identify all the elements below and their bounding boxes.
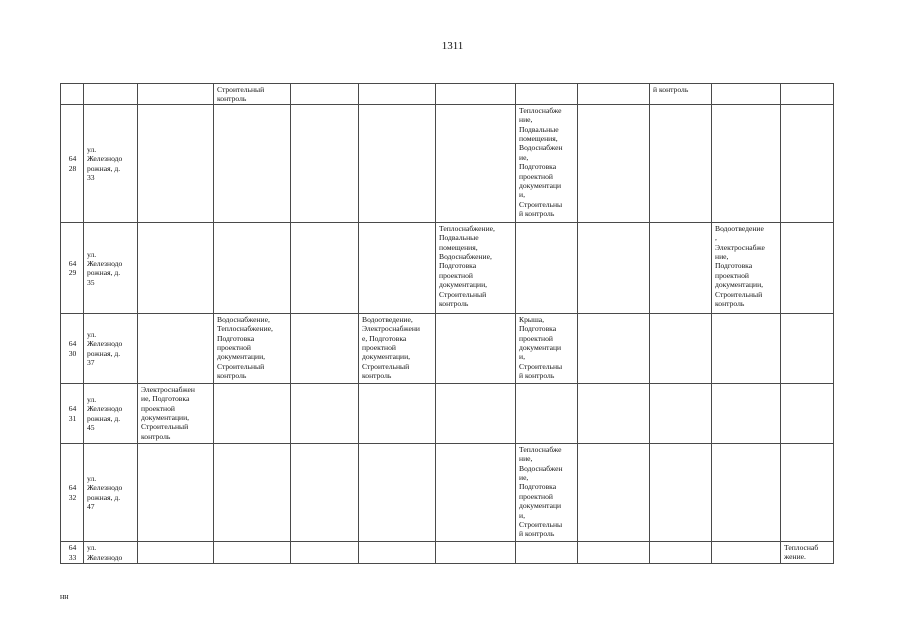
work-type-cell xyxy=(650,443,712,541)
work-type-cell xyxy=(436,84,516,105)
address-cell xyxy=(84,443,138,541)
row-number: 64 31 xyxy=(68,404,77,423)
work-type-text: Теплоснаб жение. xyxy=(784,542,819,562)
work-type-cell xyxy=(516,222,578,313)
work-type-cell xyxy=(650,104,712,222)
row-number: 64 33 xyxy=(68,543,77,562)
row-number-cell xyxy=(61,222,84,313)
work-type-cell xyxy=(712,443,781,541)
work-type-cell xyxy=(516,84,578,105)
work-type-cell xyxy=(214,383,291,443)
address-text: ул. Железнодо рожная, д. 47 xyxy=(87,474,123,512)
work-type-cell xyxy=(578,313,650,383)
work-type-cell xyxy=(650,84,712,105)
work-type-cell xyxy=(781,443,834,541)
work-type-cell xyxy=(214,443,291,541)
work-type-text: Строительный контроль xyxy=(217,85,265,104)
work-type-cell xyxy=(291,84,359,105)
work-type-cell xyxy=(214,222,291,313)
work-type-cell xyxy=(138,84,214,105)
work-type-cell xyxy=(712,383,781,443)
row-number: 64 29 xyxy=(68,258,77,278)
work-type-cell xyxy=(436,222,516,313)
address-text: ул. Железнодо xyxy=(87,543,123,562)
address-cell xyxy=(84,541,138,563)
work-type-cell xyxy=(436,383,516,443)
work-type-text: Теплоснабже ние, Подвальные помещения, Водоснабжен ие, Подготовка проектной документаци и, Строительны й контроль xyxy=(519,105,563,219)
work-type-cell xyxy=(138,443,214,541)
work-type-text: Водоотведение , Электроснабже ние, Подготовка проектной документации, Строительный контроль xyxy=(715,223,765,309)
work-type-cell xyxy=(781,541,834,563)
work-type-cell xyxy=(578,84,650,105)
work-type-cell xyxy=(359,84,436,105)
work-type-cell xyxy=(781,222,834,313)
table-row xyxy=(61,84,834,105)
work-type-cell xyxy=(712,84,781,105)
work-type-cell xyxy=(138,541,214,563)
work-type-cell xyxy=(578,222,650,313)
row-number: 64 32 xyxy=(68,483,77,502)
row-number-cell xyxy=(61,443,84,541)
address-cell xyxy=(84,222,138,313)
work-type-cell xyxy=(650,383,712,443)
work-type-cell xyxy=(214,541,291,563)
table-row xyxy=(61,104,834,222)
work-type-cell xyxy=(214,84,291,105)
work-type-cell xyxy=(291,443,359,541)
work-type-text: Теплоснабжение, Подвальные помещения, Водоснабжение, Подготовка проектной документации, Строительный контроль xyxy=(439,223,495,309)
work-type-cell xyxy=(359,383,436,443)
work-type-cell xyxy=(436,541,516,563)
row-number: 64 28 xyxy=(68,154,77,173)
table-row xyxy=(61,313,834,383)
work-type-cell xyxy=(781,84,834,105)
work-type-text: й контроль xyxy=(653,85,689,94)
work-type-text: Теплоснабже ние, Водоснабжен ие, Подготовка проектной документаци и, Строительны й контроль xyxy=(519,444,563,539)
work-type-cell xyxy=(781,104,834,222)
address-text: ул. Железнодо рожная, д. 33 xyxy=(87,145,123,183)
row-number-cell xyxy=(61,383,84,443)
work-type-cell xyxy=(214,104,291,222)
table-row xyxy=(61,222,834,313)
address-cell xyxy=(84,104,138,222)
work-type-cell xyxy=(516,313,578,383)
work-type-cell xyxy=(781,313,834,383)
address-cell xyxy=(84,313,138,383)
page-number: 1311 xyxy=(441,40,464,52)
work-type-cell xyxy=(712,222,781,313)
work-type-cell xyxy=(359,541,436,563)
work-type-cell xyxy=(436,104,516,222)
work-type-cell xyxy=(650,541,712,563)
work-type-cell xyxy=(436,443,516,541)
work-type-text: Водоснабжение, Теплоснабжение, Подготовка проектной документации, Строительный контроль xyxy=(217,314,273,381)
row-number-cell xyxy=(61,104,84,222)
work-type-cell xyxy=(516,104,578,222)
work-type-cell xyxy=(516,383,578,443)
work-type-cell xyxy=(138,222,214,313)
work-type-text: Водоотведение, Электроснабжени е, Подготовка проектной документации, Строительный контроль xyxy=(362,314,420,381)
address-text: ул. Железнодо рожная, д. 45 xyxy=(87,395,123,433)
row-number-cell xyxy=(61,84,84,105)
work-type-cell xyxy=(359,313,436,383)
work-type-cell xyxy=(712,541,781,563)
work-type-cell xyxy=(781,383,834,443)
work-type-cell xyxy=(578,443,650,541)
work-type-cell xyxy=(578,383,650,443)
work-type-cell xyxy=(359,104,436,222)
work-type-cell xyxy=(138,383,214,443)
work-type-cell xyxy=(291,313,359,383)
work-type-text: Электроснабжен ие, Подготовка проектной документации, Строительный контроль xyxy=(141,384,195,441)
repair-schedule-table xyxy=(60,83,834,564)
work-type-cell xyxy=(650,313,712,383)
row-number-cell xyxy=(61,313,84,383)
footer-mark: нн xyxy=(60,592,69,601)
work-type-cell xyxy=(578,104,650,222)
work-type-cell xyxy=(359,222,436,313)
work-type-cell xyxy=(436,313,516,383)
work-type-cell xyxy=(650,222,712,313)
work-type-cell xyxy=(578,541,650,563)
work-type-cell xyxy=(712,313,781,383)
row-number: 64 30 xyxy=(68,339,77,358)
address-text: ул. Железнодо рожная, д. 37 xyxy=(87,330,123,368)
row-number-cell xyxy=(61,541,84,563)
table-row xyxy=(61,541,834,563)
table-row xyxy=(61,443,834,541)
work-type-cell xyxy=(291,541,359,563)
work-type-cell xyxy=(516,541,578,563)
work-type-text: Крыша, Подготовка проектной документаци и, Строительны й контроль xyxy=(519,314,563,381)
address-cell xyxy=(84,383,138,443)
work-type-cell xyxy=(359,443,436,541)
work-type-cell xyxy=(291,383,359,443)
work-type-cell xyxy=(291,222,359,313)
work-type-cell xyxy=(712,104,781,222)
work-type-cell xyxy=(214,313,291,383)
address-cell xyxy=(84,84,138,105)
table-body xyxy=(61,84,834,564)
work-type-cell xyxy=(291,104,359,222)
address-text: ул. Железнодо рожная, д. 35 xyxy=(87,249,123,287)
work-type-cell xyxy=(516,443,578,541)
table-row xyxy=(61,383,834,443)
work-type-cell xyxy=(138,104,214,222)
work-type-cell xyxy=(138,313,214,383)
